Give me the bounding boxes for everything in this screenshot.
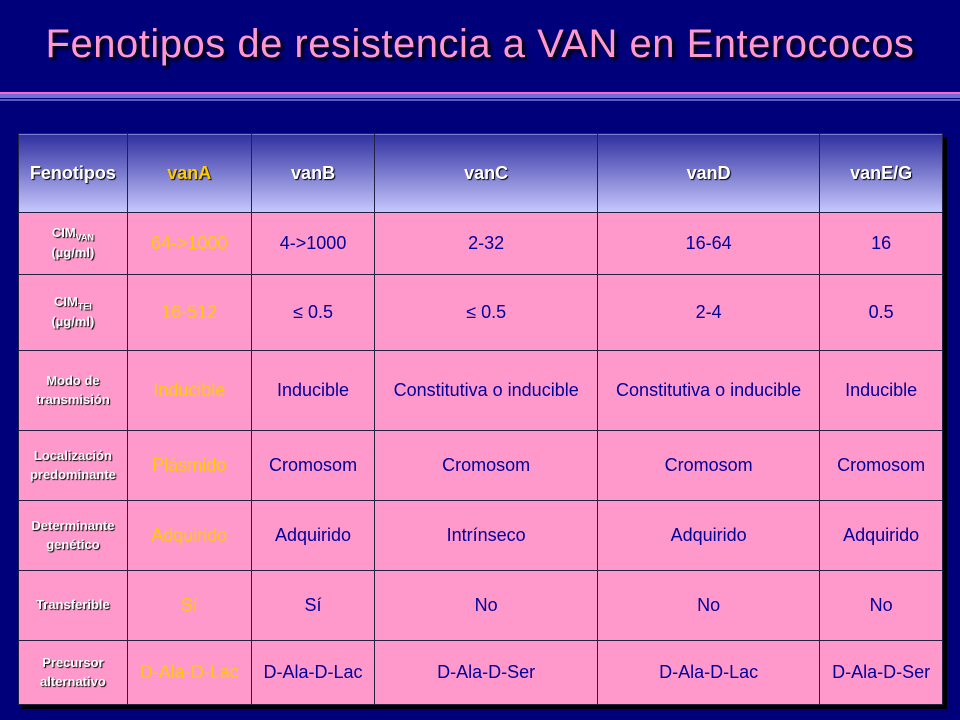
table-cell: Cromosom [820, 431, 943, 501]
table-cell: Constitutiva o inducible [597, 351, 819, 431]
table-row [19, 213, 943, 275]
table-cell: Adquirido [597, 501, 819, 571]
row-label-localizacion: Localización predominante [19, 431, 128, 501]
table-header-row [19, 134, 943, 213]
table-cell: Adquirido [820, 501, 943, 571]
table-cell: Cromosom [251, 431, 375, 501]
table-cell: Sí [127, 571, 251, 641]
header-cell-vanC: vanC [375, 134, 597, 213]
table-row [19, 501, 943, 571]
title-divider-lower [0, 99, 960, 101]
row-label-cim-van: $CIM_{VAN}$ (µg/ml) [19, 213, 128, 275]
table-cell: Plásmido [127, 431, 251, 501]
table-cell: Inducible [820, 351, 943, 431]
table-cell: ≤ 0.5 [251, 275, 375, 351]
header-cell-vanA: vanA [127, 134, 251, 213]
table-row [19, 431, 943, 501]
table-cell: 2-4 [597, 275, 819, 351]
table-cell: D-Ala-D-Lac [251, 641, 375, 705]
table-row [19, 275, 943, 351]
table-cell: D-Ala-D-Ser [820, 641, 943, 705]
table-cell: Adquirido [127, 501, 251, 571]
header-cell-vanB: vanB [251, 134, 375, 213]
row-label-modo-transmision: Modo de transmisión [19, 351, 128, 431]
table-row [19, 641, 943, 705]
table-cell: 16 [820, 213, 943, 275]
table-cell: Intrínseco [375, 501, 597, 571]
table-cell: No [375, 571, 597, 641]
row-label-precursor: Precursor alternativo [19, 641, 128, 705]
table-cell: 4->1000 [251, 213, 375, 275]
table-cell: D-Ala-D-Ser [375, 641, 597, 705]
table-cell: Cromosom [597, 431, 819, 501]
table-cell: Inducible [127, 351, 251, 431]
title-divider [0, 92, 960, 98]
table-cell: No [597, 571, 819, 641]
row-label-determinante: Determinante genético [19, 501, 128, 571]
table-cell: ≤ 0.5 [375, 275, 597, 351]
row-label-transferible: Transferible [19, 571, 128, 641]
table-cell: 2-32 [375, 213, 597, 275]
table-cell: 16-64 [597, 213, 819, 275]
header-cell-vanD: vanD [597, 134, 819, 213]
table-row [19, 351, 943, 431]
table-cell: Inducible [251, 351, 375, 431]
table-cell: 0.5 [820, 275, 943, 351]
table-cell: Adquirido [251, 501, 375, 571]
table-cell: Constitutiva o inducible [375, 351, 597, 431]
table-cell: 16-512 [127, 275, 251, 351]
table-cell: Sí [251, 571, 375, 641]
header-cell-vanEG: vanE/G [820, 134, 943, 213]
table-cell: Cromosom [375, 431, 597, 501]
table-cell: D-Ala-D-Lac [127, 641, 251, 705]
slide-title: Fenotipos de resistencia a VAN en Enterococos [45, 22, 915, 66]
header-cell-fenotipos: Fenotipos [19, 134, 128, 213]
table-cell: 64->1000 [127, 213, 251, 275]
table-row [19, 571, 943, 641]
row-label-cim-tei: $CIM_{TEI}$ (µg/ml) [19, 275, 128, 351]
phenotype-table [18, 133, 943, 705]
table-cell: No [820, 571, 943, 641]
table-cell: D-Ala-D-Lac [597, 641, 819, 705]
